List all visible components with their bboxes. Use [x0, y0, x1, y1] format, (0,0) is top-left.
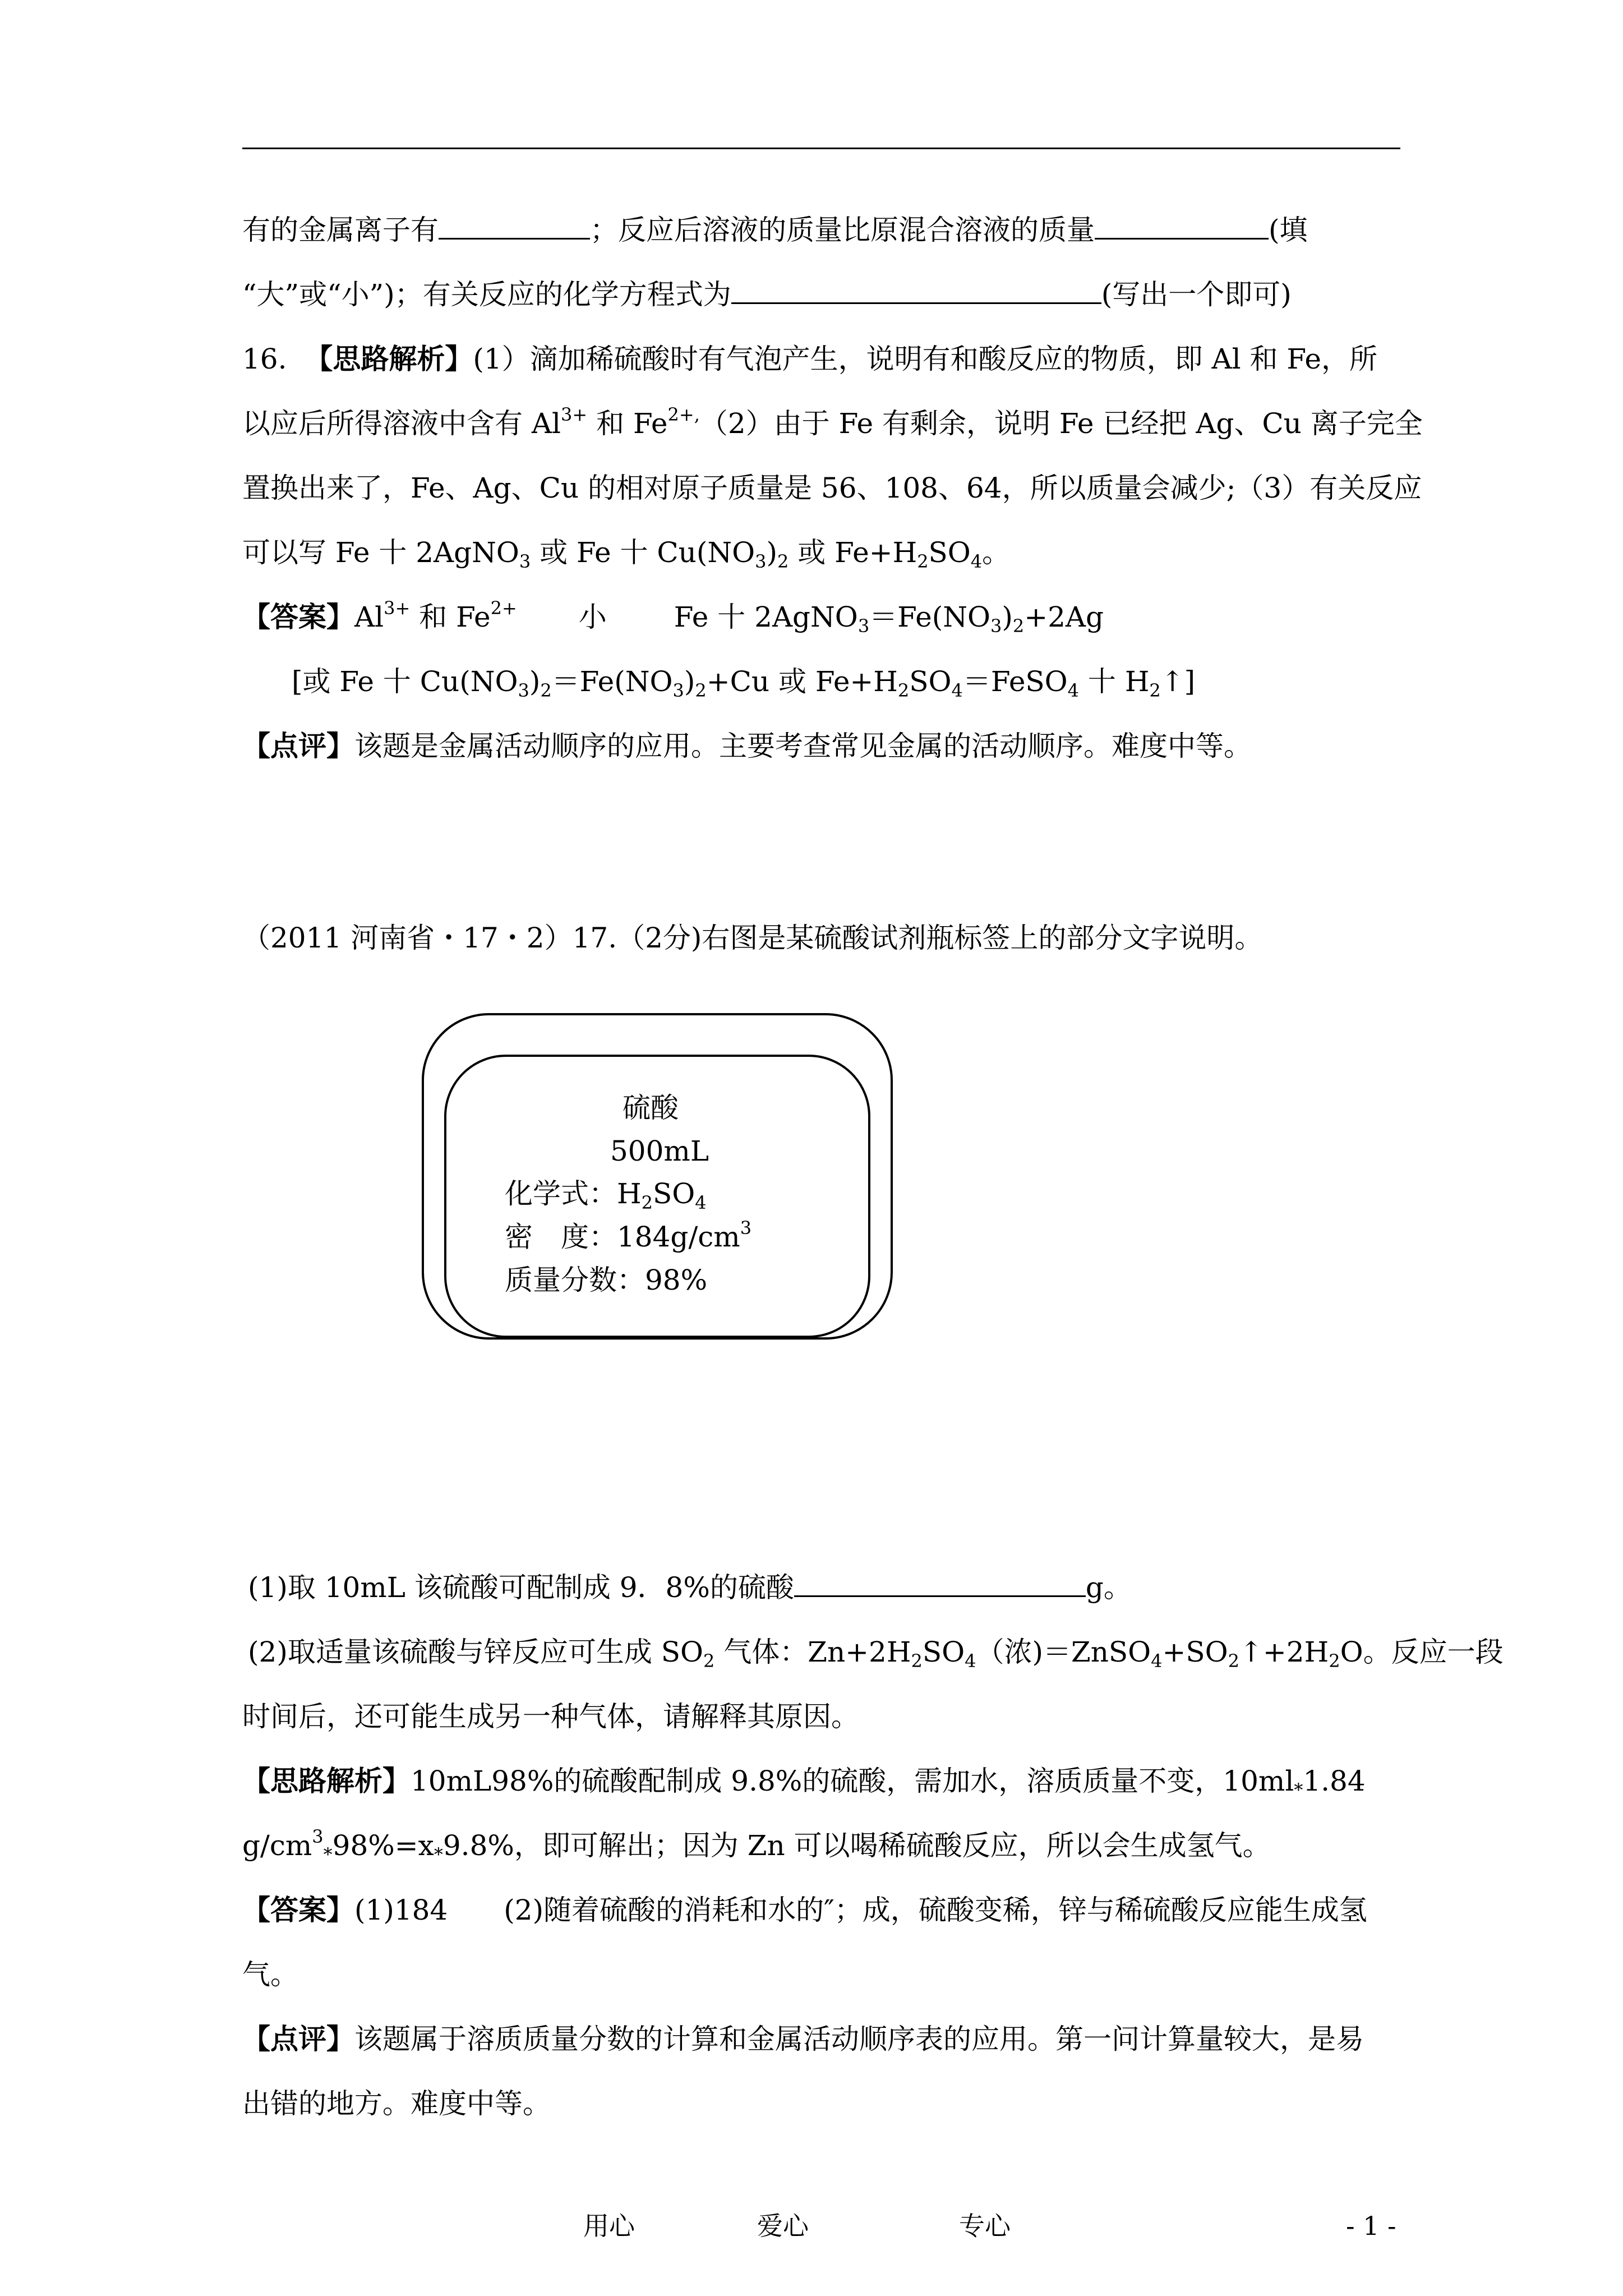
answer-blank [439, 213, 590, 240]
page-number: - 1 - [1346, 2211, 1396, 2241]
footer-word-3: 专心 [959, 2211, 1011, 2241]
q16-line-1: 16. 【思路解析】(1）滴加稀硫酸时有气泡产生，说明有和酸反应的物质，即 Al 和 Fe，所 [242, 342, 1377, 375]
answer-heading: 【答案】 [242, 1893, 354, 1926]
q17-intro: （2011 河南省・17・2）17.（2分)右图是某硫酸试剂瓶标签上的部分文字说明。 [242, 922, 1263, 954]
q16-answer-line-2: [或 Fe 十 $Cu(NO_3)_2=Fe(NO_3)_2+Cu$ 或 $Fe+H_2SO_4=FeSO_4$ 十 $H_2↑$] [292, 665, 1196, 701]
review-heading: 【点评】 [242, 729, 354, 762]
q17-part-1: (1)取 10mL 该硫酸可配制成 9．8%的硫酸 g。 [248, 1571, 1132, 1604]
answer-heading: 【答案】 [242, 600, 354, 633]
header-rule [242, 148, 1400, 149]
label-mass-fraction: 质量分数：98% [505, 1264, 708, 1296]
solution-heading: 【思路解析】 [305, 342, 473, 375]
q16-answer-line-1: 【答案】$Al^{3+}$ 和 $Fe^{2+}$ 小 Fe 十 $2AgNO_3=Fe(NO_3)_2+2Ag$ [242, 597, 1104, 637]
q15-line-2: “大”或“小”)；有关反应的化学方程式为 (写出一个即可) [242, 278, 1292, 311]
q16-line-2: 以应后所得溶液中含有 $Al^{3+}$ 和 $Fe^{2+,}(2)$由于 Fe 有剩余，说明 Fe 已经把 Ag、Cu 离子完全 [242, 404, 1423, 440]
q17-review-2: 出错的地方。难度中等。 [242, 2087, 551, 2120]
solution-heading: 【思路解析】 [242, 1764, 411, 1797]
q16-line-3: 置换出来了，Fe、Ag、Cu 的相对原子质量是 56、108、64，所以质量会减少;（3）有关反应 [242, 472, 1422, 504]
q15-line-1: 有的金属离子有 ；反应后溶液的质量比原混合溶液的质量 (填 [242, 214, 1308, 246]
answer-blank [1095, 213, 1269, 240]
label-name: 硫酸 [623, 1092, 679, 1124]
q17-review-1: 【点评】该题属于溶质质量分数的计算和金属活动顺序表的应用。第一问计算量较大，是易 [242, 2022, 1364, 2055]
q17-solution-2: $g/cm^3_*98\%=x_*9.8\%$，即可解出；因为 Zn 可以喝稀硫酸反应，所以会生成氢气。 [242, 1826, 1271, 1865]
footer-word-1: 用心 [583, 2211, 635, 2241]
q17-part-2: (2)取适量该硫酸与锌反应可生成 $SO_2$ 气体：$Zn+2H_2SO_4$（浓)$=ZnSO_4+SO_2↑+2H_2O$。反应一段 [248, 1636, 1504, 1672]
footer-word-2: 爱心 [757, 2211, 809, 2241]
q17-part-2-cont: 时间后，还可能生成另一种气体，请解释其原因。 [242, 1700, 859, 1733]
label-volume: 500mL [610, 1135, 709, 1167]
q16-line-4: 可以写 Fe 十 2AgNO$_3$ 或 Fe 十 $Cu(NO_3)_2$ 或 $Fe+H_2SO_4$。 [242, 536, 1011, 572]
q17-solution-1: 【思路解析】10mL98%的硫酸配制成 9.8%的硫酸，需加水，溶质质量不变，$10ml_*1.84$ [242, 1764, 1366, 1801]
q17-answer-2: 气。 [242, 1958, 298, 1991]
q16-review: 【点评】该题是金属活动顺序的应用。主要考查常见金属的活动顺序。难度中等。 [242, 729, 1252, 762]
answer-blank [731, 278, 1101, 304]
label-density: 密 度：$184g/cm^3$ [505, 1217, 752, 1253]
label-formula: 化学式：$H_2SO_4$ [505, 1177, 707, 1213]
answer-blank [794, 1571, 1086, 1597]
q17-answer-1: 【答案】(1)184 (2)随着硫酸的消耗和水的″；成，硫酸变稀，锌与稀硫酸反应能生成氢 [242, 1893, 1367, 1926]
review-heading: 【点评】 [242, 2022, 354, 2055]
